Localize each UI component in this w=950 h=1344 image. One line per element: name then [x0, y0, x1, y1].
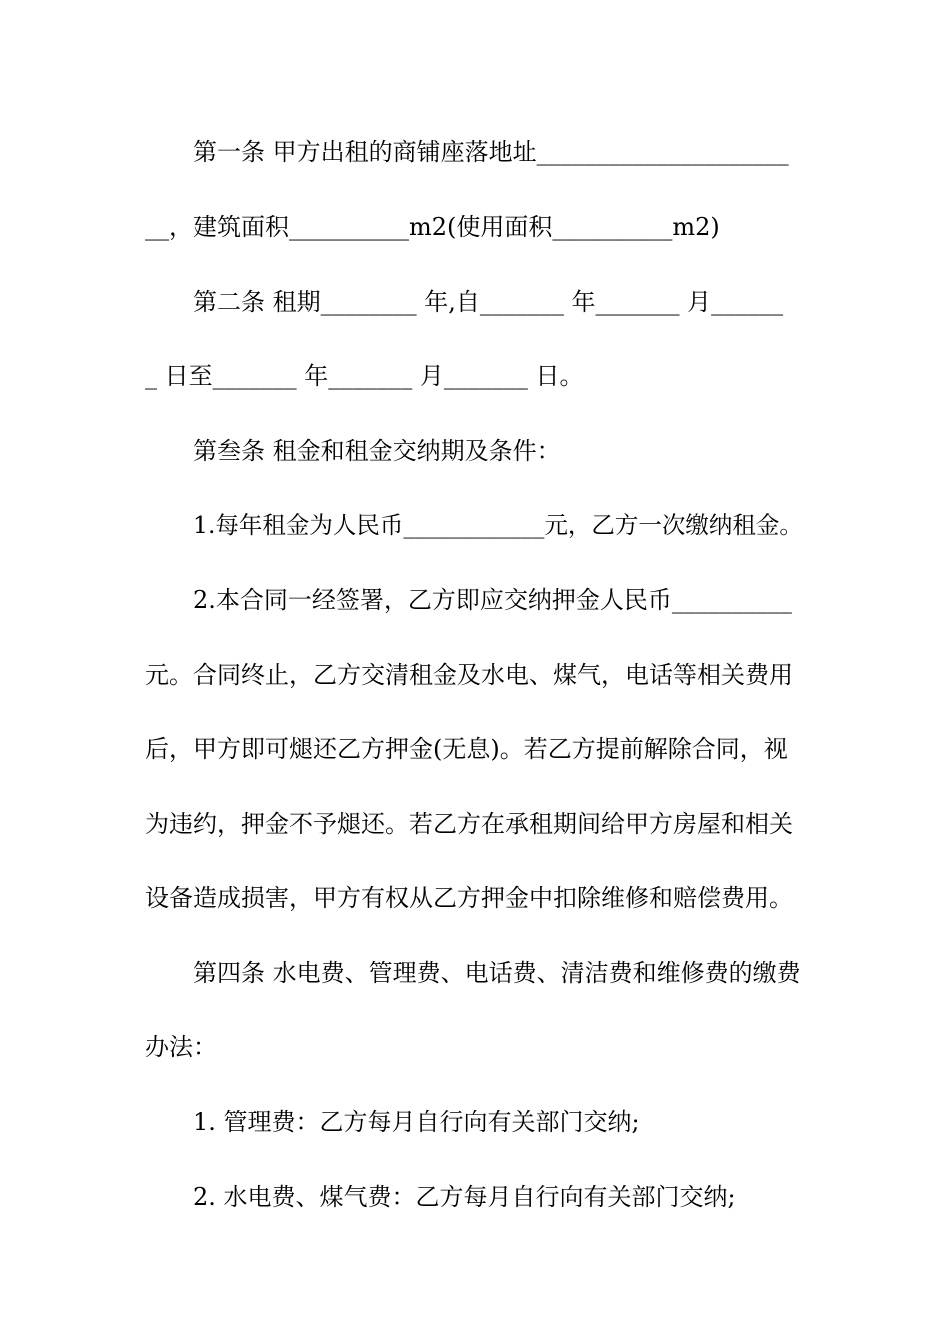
article-4-item-1: 1. 管理费：乙方每月自行向有关部门交纳;: [193, 1108, 640, 1136]
article-3-item-2-line-2: 元。合同终止，乙方交清租金及水电、煤气，电话等相关费用: [145, 661, 793, 689]
article-2-line-1: 第二条 租期________ 年,自_______ 年_______ 月______: [193, 288, 784, 316]
article-4-heading-line-1: 第四条 水电费、管理费、电话费、清洁费和维修费的缴费: [193, 959, 801, 987]
article-2-line-2: _ 日至_______ 年_______ 月_______ 日。: [145, 362, 584, 390]
article-3-heading: 第叁条 租金和租金交纳期及条件：: [193, 437, 561, 465]
article-4-item-2: 2. 水电费、煤气费：乙方每月自行向有关部门交纳;: [193, 1183, 736, 1211]
article-1-line-2: __，建筑面积__________m2(使用面积__________m2): [145, 213, 720, 241]
article-3-item-1: 1.每年租金为人民币____________元，乙方一次缴纳租金。: [193, 511, 803, 539]
article-3-item-2-line-3: 后，甲方即可煺还乙方押金(无息)。若乙方提前解除合同，视: [145, 735, 788, 763]
article-3-item-2-line-5: 设备造成损害，甲方有权从乙方押金中扣除维修和赔偿费用。: [145, 884, 793, 912]
article-1-line-1: 第一条 甲方出租的商铺座落地址_____________________: [193, 138, 789, 166]
article-3-item-2-line-1: 2.本合同一经签署，乙方即应交纳押金人民币__________: [193, 586, 792, 614]
article-4-heading-line-2: 办法：: [145, 1033, 217, 1061]
article-3-item-2-line-4: 为违约，押金不予煺还。若乙方在承租期间给甲方房屋和相关: [145, 810, 793, 838]
